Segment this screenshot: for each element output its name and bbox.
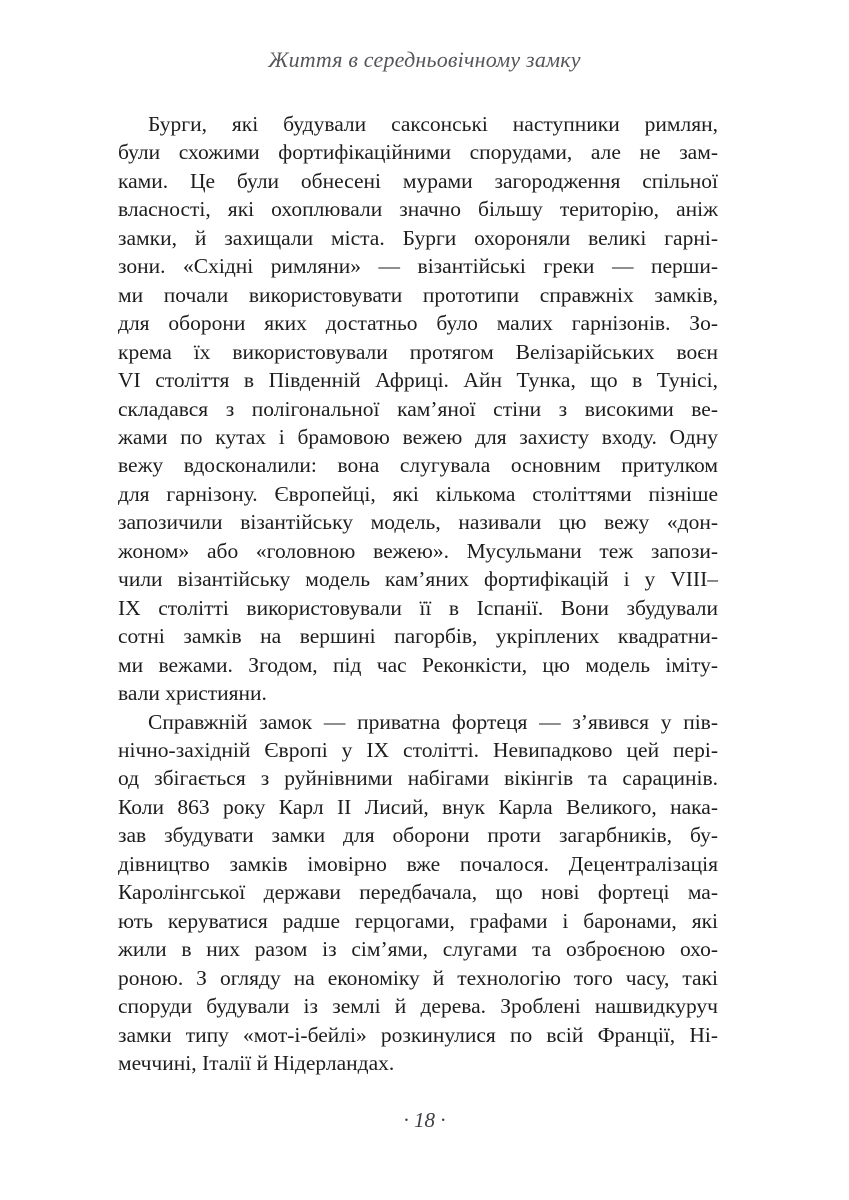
text-line: ками. Це були обнесені мурами загородження спільної <box>118 168 718 193</box>
text-line: Справжній замок — приватна фортеця — з’явився у пів- <box>148 709 718 734</box>
text-line: роною. З огляду на економіку й технологію того часу, такі <box>118 965 718 990</box>
text-line: для гарнізону. Європейці, які кількома століттями пізніше <box>118 481 718 506</box>
text-line: були схожими фортифікаційними спорудами, але не зам- <box>118 140 718 165</box>
text-line: сотні замків на вершині пагорбів, укріплених квадратни- <box>118 624 718 649</box>
text-line: крема їх використовували протягом Велізарійських воєн <box>118 339 718 364</box>
text-line: зав збудувати замки для оборони проти загарбників, бу- <box>118 823 718 848</box>
text-line: нічно-західній Європі у IX столітті. Невипадково цей пері- <box>118 737 718 762</box>
running-header: Життя в середньовічному замку <box>268 47 581 72</box>
text-line: IX столітті використовували її в Іспанії. Вони збудували <box>118 595 718 620</box>
text-line: Каролінгської держави передбачала, що нові фортеці ма- <box>118 880 718 905</box>
text-line: ють керуватися радше герцогами, графами і баронами, які <box>118 908 718 933</box>
text-line: жами по кутах і брамовою вежею для захисту входу. Одну <box>118 424 718 449</box>
text-line: жоном» або «головною вежею». Мусульмани теж запози- <box>118 538 718 563</box>
page-number: · 18 · <box>403 1108 446 1132</box>
text-line: од збігається з руйнівними набігами вікінгів та сарацинів. <box>118 766 718 791</box>
text-line: вали християни. <box>118 681 267 706</box>
text-line: запозичили візантійську модель, називали цю вежу «дон- <box>118 510 718 535</box>
text-line: замки, й захищали міста. Бурги охороняли великі гарні- <box>118 225 718 250</box>
text-line: дівництво замків імовірно вже почалося. Децентралізація <box>118 851 718 876</box>
text-line: чили візантійську модель кам’яних фортифікацій і у VIII– <box>118 567 718 592</box>
text-line: VI століття в Південній Африці. Айн Тунка, що в Тунісі, <box>118 368 718 393</box>
text-line: меччині, Італії й Нідерландах. <box>118 1050 395 1075</box>
text-line: ми почали використовувати прототипи справжніх замків, <box>118 282 718 307</box>
text-line: замки типу «мот-і-бейлі» розкинулися по всій Франції, Ні- <box>118 1022 718 1047</box>
paragraph <box>118 708 718 1078</box>
body-text <box>118 110 718 1077</box>
text-line: Бурги, які будували саксонські наступники римлян, <box>148 112 718 136</box>
paragraph <box>118 110 718 708</box>
text-line: споруди будували із землі й дерева. Зроблені нашвидкуруч <box>118 994 718 1019</box>
text-line: для оборони яких достатньо було малих гарнізонів. Зо- <box>118 311 718 336</box>
text-line: ми вежами. Згодом, під час Реконкісти, цю модель іміту- <box>118 652 718 677</box>
text-line: складався з полігональної кам’яної стіни з високими ве- <box>118 396 718 421</box>
text-line: власності, які охоплювали значно більшу територію, аніж <box>118 197 718 222</box>
text-line: зони. «Східні римляни» — візантійські греки — перши- <box>118 254 718 279</box>
text-line: вежу вдосконалили: вона слугувала основним притулком <box>118 453 718 478</box>
text-line: жили в них разом із сім’ями, слугами та озброєною охо- <box>118 937 718 962</box>
text-line: Коли 863 року Карл II Лисий, внук Карла Великого, нака- <box>118 794 718 819</box>
